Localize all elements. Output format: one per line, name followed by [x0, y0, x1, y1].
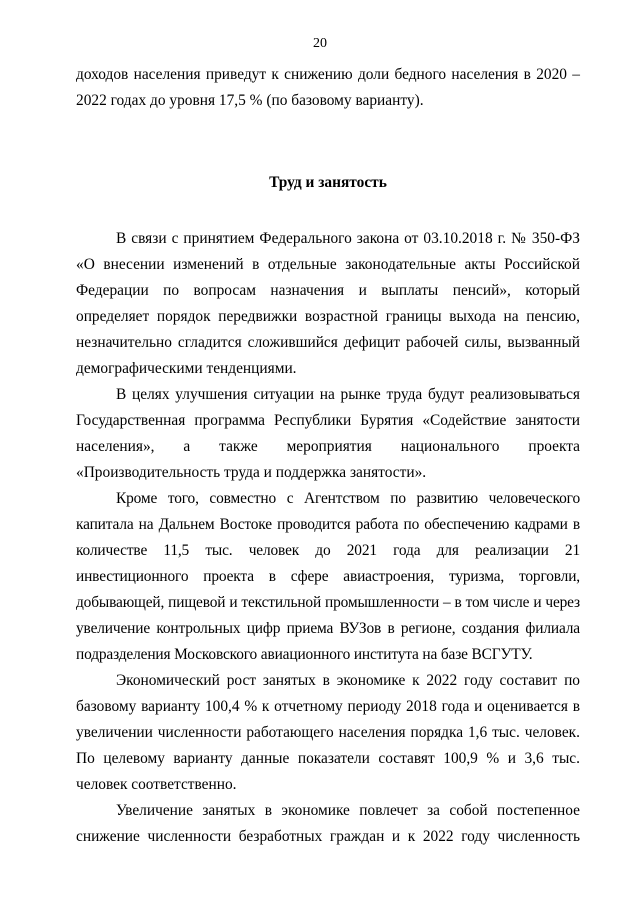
section-title: Труд и занятость [269, 174, 387, 191]
intro-paragraph: доходов населения приведут к снижению доли бедного населения в 2020 – 2022 годах до уровня 17,5 % (по базовому варианту). [76, 66, 580, 109]
page-number: 20 [313, 36, 327, 51]
paragraph-pension-law: В связи с принятием Федерального закона от 03.10.2018 г. № 350-ФЗ «О внесении изменений в отдельные законодательные акты Российской Федерации по вопросам назначения и выплаты пенсий», который определяет порядок передвижки возрастной границы выхода на пенсию, незначительно сгладится сложившийся дефицит рабочей силы, вызванный демографическими тенденциями. [76, 230, 580, 377]
paragraph-employment-program: В целях улучшения ситуации на рынке труда будут реализовываться Государственная программа Республики Бурятия «Содействие занятости населения», а также мероприятия национального проекта «Производительность труда и поддержка занятости». [76, 386, 580, 481]
paragraph-unemployment: Увеличение занятых в экономике повлечет за собой постепенное снижение численности безработных граждан и к 2022 году численность [76, 802, 580, 845]
paragraph-economic-growth: Экономический рост занятых в экономике к 2022 году составит по базовому варианту 100,4 % к отчетному периоду 2018 года и оценивается в увеличении численности работающего населения порядка 1,6 тыс. человек. По целевому варианту данные показатели составят 100,9 % и 3,6 тыс. человек соответственно. [76, 672, 580, 793]
spacer [76, 196, 580, 226]
spacer [76, 114, 580, 170]
paragraph-human-capital: Кроме того, совместно с Агентством по развитию человеческого капитала на Дальнем Востоке проводится работа по обеспечению кадрами в количестве 11,5 тыс. человек до 2021 года для реализации 21 инвестиционного проекта в сфере авиастроения, туризма, торговли, добывающей, пищевой и текстильной промышленности – в том числе и через увеличение контрольных цифр приема ВУЗов в регионе, создания филиала подразделения Московского авиационного института на базе ВСГУТУ. [76, 490, 580, 663]
document-body [76, 62, 580, 850]
